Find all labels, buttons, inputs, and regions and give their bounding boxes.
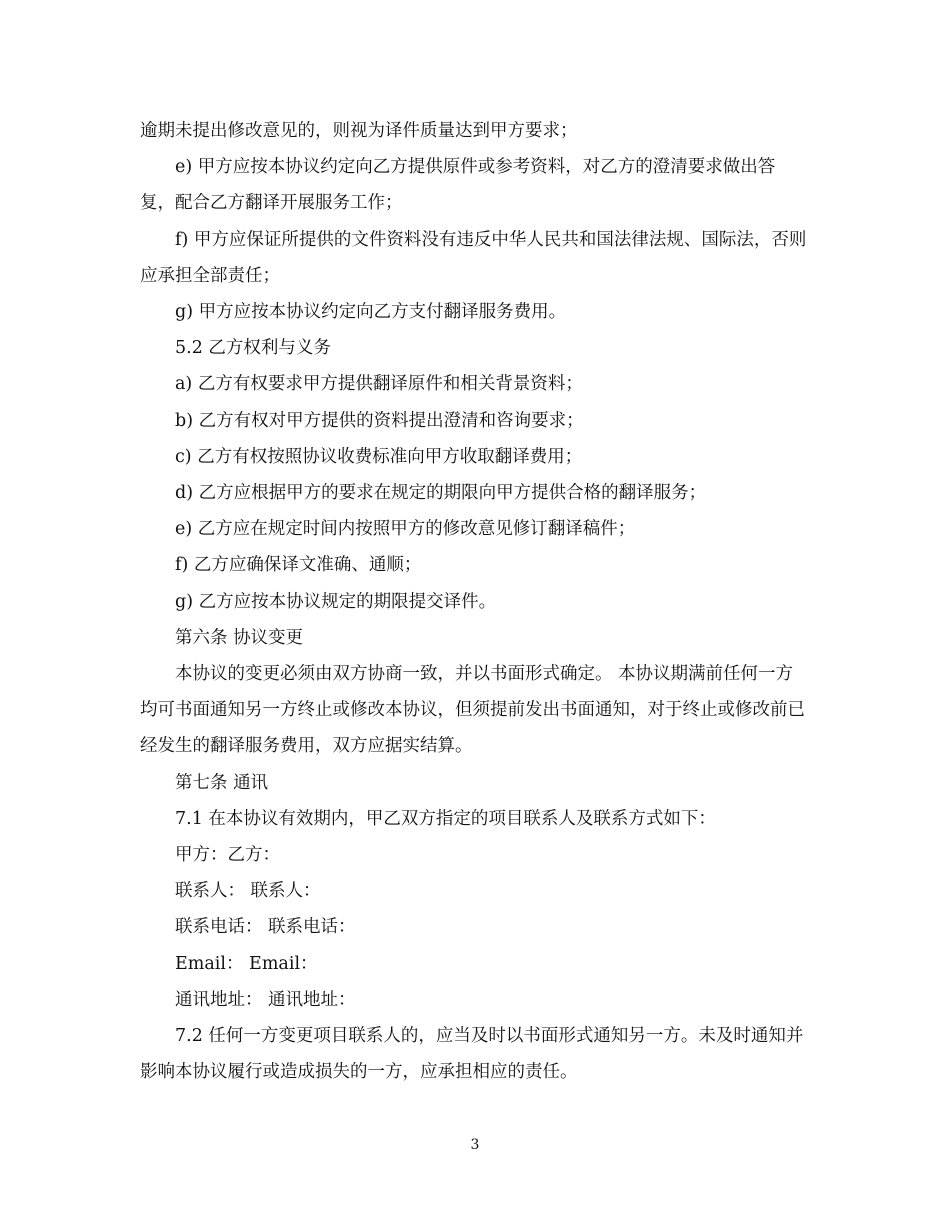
contact-party-line: 甲方：乙方： [175, 845, 280, 866]
paragraph: f) 乙方应确保译文准确、通顺； [175, 555, 422, 576]
paragraph: g) 甲方应按本协议约定向乙方支付翻译服务费用。 [175, 302, 567, 323]
paragraph: f) 甲方应保证所提供的文件资料没有违反中华人民共和国法律法规、国际法，否则应承担全部责任； [140, 229, 807, 286]
contact-phone-line: 联系电话： 联系电话： [175, 917, 356, 938]
paragraph: a) 乙方有权要求甲方提供翻译原件和相关背景资料； [175, 374, 583, 395]
paragraph: c) 乙方有权按照协议收费标准向甲方收取翻译费用； [175, 446, 583, 467]
paragraph: 本协议的变更必须由双方协商一致，并以书面形式确定。 本协议期满前任何一方均可书面通知另一方终止或修改本协议，但须提前发出书面通知，对于终止或修改前已经发生的翻译服务费用，双方应据实结算。 [140, 664, 805, 757]
article-heading: 第七条 通讯 [175, 772, 269, 793]
page-number: 3 [470, 1137, 480, 1153]
paragraph: 7.1 在本协议有效期内，甲乙双方指定的项目联系人及联系方式如下： [175, 808, 716, 829]
document-body [140, 113, 810, 1090]
paragraph: b) 乙方有权对甲方提供的资料提出澄清和咨询要求； [175, 410, 584, 431]
paragraph: 7.2 任何一方变更项目联系人的，应当及时以书面形式通知另一方。未及时通知并影响本协议履行或造成损失的一方，应承担相应的责任。 [140, 1026, 804, 1083]
contact-email-line: Email： Email： [175, 953, 318, 974]
contact-address-line: 通讯地址： 通讯地址： [175, 989, 356, 1010]
contact-person-line: 联系人： 联系人： [175, 881, 321, 902]
article-heading: 第六条 协议变更 [175, 627, 304, 648]
paragraph: d) 乙方应根据甲方的要求在规定的期限向甲方提供合格的翻译服务； [175, 483, 707, 504]
paragraph: e) 乙方应在规定时间内按照甲方的修改意见修订翻译稿件； [175, 519, 636, 540]
paragraph: g) 乙方应按本协议规定的期限提交译件。 [175, 591, 497, 612]
paragraph: e) 甲方应按本协议约定向乙方提供原件或参考资料，对乙方的澄清要求做出答复，配合乙方翻译开展服务工作； [140, 157, 776, 214]
paragraph: 逾期未提出修改意见的，则视为译件质量达到甲方要求； [140, 121, 578, 141]
section-heading: 5.2 乙方权利与义务 [175, 338, 331, 359]
